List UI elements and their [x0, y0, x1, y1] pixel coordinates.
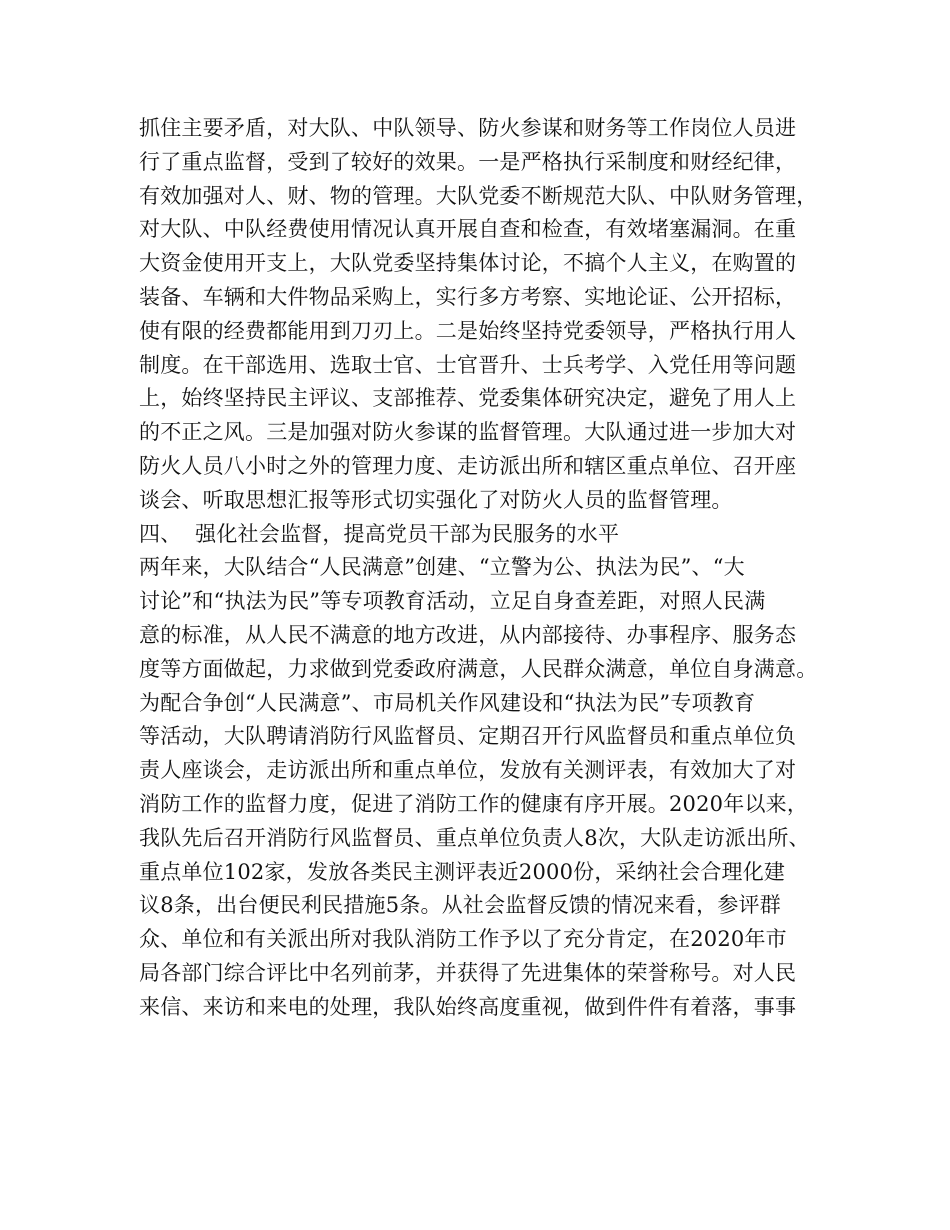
text-line: 度等方面做起，力求做到党委政府满意，人民群众满意，单位自身满意。 [139, 656, 818, 681]
text-line: 为配合争创“人民满意”、市局机关作风建设和“执法为民”专项教育 [139, 690, 756, 715]
text-line: 责人座谈会，走访派出所和重点单位，发放有关测评表，有效加大了对 [139, 758, 797, 783]
text-line: 有效加强对人、财、物的管理。大队党委不断规范大队、中队财务管理， [139, 183, 818, 208]
text-line: 众、单位和有关派出所对我队消防工作予以了充分肯定，在2020年市 [139, 927, 787, 952]
text-line: 消防工作的监督力度，促进了消防工作的健康有序开展。2020年以来， [139, 791, 809, 816]
text-line: 重点单位102家，发放各类民主测评表近2000份，采纳社会合理化建 [139, 859, 786, 884]
text-line: 的不正之风。三是加强对防火参谋的监督管理。大队通过进一步加大对 [139, 420, 797, 445]
text-line: 谈会、听取思想汇报等形式切实强化了对防火人员的监督管理。 [139, 487, 733, 512]
text-line: 对大队、中队经费使用情况认真开展自查和检查，有效堵塞漏洞。在重 [139, 217, 797, 242]
body-text [139, 112, 829, 1025]
text-line: 等活动，大队聘请消防行风监督员、定期召开行风监督员和重点单位负 [139, 724, 797, 749]
text-line: 上，始终坚持民主评议、支部推荐、党委集体研究决定，避免了用人上 [139, 386, 797, 411]
text-line: 装备、车辆和大件物品采购上，实行多方考察、实地论证、公开招标， [139, 284, 797, 309]
text-line: 防火人员八小时之外的管理力度、走访派出所和辖区重点单位、召开座 [139, 453, 797, 478]
text-line: 议8条，出台便民利民措施5条。从社会监督反馈的情况来看，参评群 [139, 893, 781, 918]
text-line: 行了重点监督，受到了较好的效果。一是严格执行采制度和财经纪律， [139, 149, 797, 174]
text-line: 抓住主要矛盾，对大队、中队领导、防火参谋和财务等工作岗位人员进 [139, 116, 797, 140]
text-line: 大资金使用开支上，大队党委坚持集体讨论，不搞个人主义，在购置的 [139, 251, 797, 276]
text-line: 制度。在干部选用、选取士官、士官晋升、士兵考学、入党任用等问题 [139, 352, 797, 377]
section-heading: 四、 强化社会监督，提高党员干部为民服务的水平 [139, 521, 620, 546]
text-line: 讨论”和“执法为民”等专项教育活动，立足自身查差距，对照人民满 [139, 589, 766, 614]
text-line: 意的标准，从人民不满意的地方改进，从内部接待、办事程序、服务态 [139, 622, 797, 647]
text-line: 两年来，大队结合“人民满意”创建、“立警为公、执法为民”、“大 [139, 555, 745, 580]
text-line: 使有限的经费都能用到刀刃上。二是始终坚持党委领导，严格执行用人 [139, 318, 797, 343]
text-line: 我队先后召开消防行风监督员、重点单位负责人8次，大队走访派出所、 [139, 825, 810, 850]
text-line: 来信、来访和来电的处理，我队始终高度重视，做到件件有着落，事事 [139, 994, 797, 1019]
text-line: 局各部门综合评比中名列前茅，并获得了先进集体的荣誉称号。对人民 [139, 960, 797, 985]
